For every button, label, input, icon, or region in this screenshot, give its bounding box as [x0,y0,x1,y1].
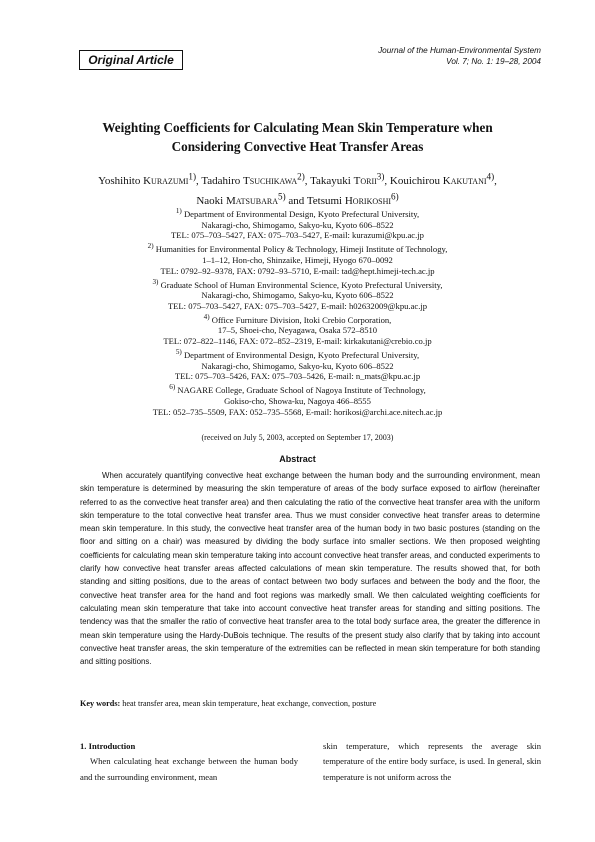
affiliation: $^{6)}$ NAGARE College, Graduate School of Nagoya Institute of Technology, Gokiso-cho, Showa-ku, Nagoya 466–8555 TEL: 052–735–5509, FAX: 052–735–5568, E-mail: horikosi@archi.ace.nitech.ac.jp [152,383,443,417]
keywords-list: heat transfer area, mean skin temperature, heat exchange, convection, posture [120,699,377,708]
affiliation: $^{2)}$ Humanities for Environmental Policy & Technology, Himeji Institute of Technology, 1–1–12, Hon-cho, Shinzaike, Himeji, Hyogo 670–0092 TEL: 0792–92–9378, FAX: 0792–93–5710, E-mail: tad@hept.himeji-tech.ac.jp [147,242,448,276]
affiliation: $^{1)}$ Department of Environmental Design, Kyoto Prefectural University, Nakaragi-cho, Shimogamo, Sakyo-ku, Kyoto 606–8522 TEL: 075–703–5427, FAX: 075–703–5427, E-mail: kurazumi@kpu.ac.jp [171,207,424,241]
abstract-heading: Abstract [279,454,316,464]
received-date: (received on July 5, 2003, accepted on September 17, 2003) [201,433,394,442]
author: Tetsumi Horikoshi$^{6)}$ [306,191,399,208]
body-paragraph: skin temperature, which represents the average skin temperature of the entire body surface, is used. In general, skin temperature is not uniform across the [323,741,541,782]
author: Yoshihito Kurazumi$^{1)}$, [98,171,202,187]
section-heading: 1. Introduction [80,741,136,751]
author: Takayuki Torii$^{3)}$, [310,171,390,187]
journal-name: Journal of the Human-Environmental System [378,46,541,55]
title-line-1: Weighting Coefficients for Calculating Mean Skin Temperature when [102,120,493,135]
author: Tadahiro Tsuchikawa$^{2)}$, [201,171,311,187]
journal-volume: Vol. 7; No. 1: 19–28, 2004 [446,56,541,66]
body-column-left [80,739,298,785]
author: Naoki Matsubara$^{5)}$ and [196,191,307,208]
body-column-right [323,739,541,785]
affiliation: $^{3)}$ Graduate School of Human Environmental Science, Kyoto Prefectural University, Nakaragi-cho, Shimogamo, Sakyo-ku, Kyoto 606–8522 TEL: 075–703–5427, FAX: 075–703–5427, E-mail: h02632009@kpu.ac.jp [152,277,443,311]
abstract-text: When accurately quantifying convective heat exchange between the human body and the surrounding environment, mean skin temperature is determined by measuring the skin temperature of areas of the body surface exposed to airflow (hereinafter referred to as the convective heat transfer area) and then calculating the ratio of the convective heat transfer area with the uniform skin temperature to the total convective heat transfer area. Thus we must consider convective heat transfer areas to determine mean skin temperature. In this study, the convective heat transfer area of the human body in two basic postures (standing on the floor and sitting on a chair) was measured by dividing the body surface into smaller sections. We then proposed weighting coefficients for calculating mean skin temperature taking into account convective heat transfer areas, and conducted experiments to clarify how convective heat transfer areas affected calculations of mean skin temperature. The results showed that, for both standing and sitting positions, due to the areas of contact between two body surfaces and between the body and the floor, the convective heat transfer area for the hand and foot regions was markedly small. We then calculated weighting coefficients for calculating mean skin temperature that take into account convective heat transfer areas for standing and sitting positions. The tendency was that the smaller the ratio of convective heat transfer area to the total body surface area, the greater the difference in mean skin temperature using the Hardy-DuBois technique. The results of the present study also clarify that by taking into account convective heat transfer areas, the skin temperature of the extremities can be reflected in mean skin temperature for both standing and sitting positions. [80,471,540,667]
article-type-label: Original Article [79,50,183,70]
paper-title [60,118,535,156]
author: Kouichirou Kakutani$^{4)}$, [389,171,497,187]
author-list [60,168,535,209]
journal-header [378,46,541,67]
affiliation: $^{4)}$ Office Furniture Division, Itoki Crebio Corporation, 17–5, Shoei-cho, Neyagawa, Osaka 572–8510 TEL: 072–822–1146, FAX: 072–852–2319, E-mail: kirkakutani@crebio.co.jp [163,312,432,347]
affiliations [60,206,535,418]
keywords [80,699,540,708]
body-paragraph: When calculating heat exchange between the human body and the surrounding environment, mean [80,756,298,782]
keywords-label: Key words: [80,699,121,708]
title-line-2: Considering Convective Heat Transfer Areas [171,139,424,154]
affiliation: $^{5)}$ Department of Environmental Design, Kyoto Prefectural University, Nakaragi-cho, Shimogamo, Sakyo-ku, Kyoto 606–8522 TEL: 075–703–5426, FAX: 075–703–5426, E-mail: n_mats@kpu.ac.jp [174,348,421,382]
